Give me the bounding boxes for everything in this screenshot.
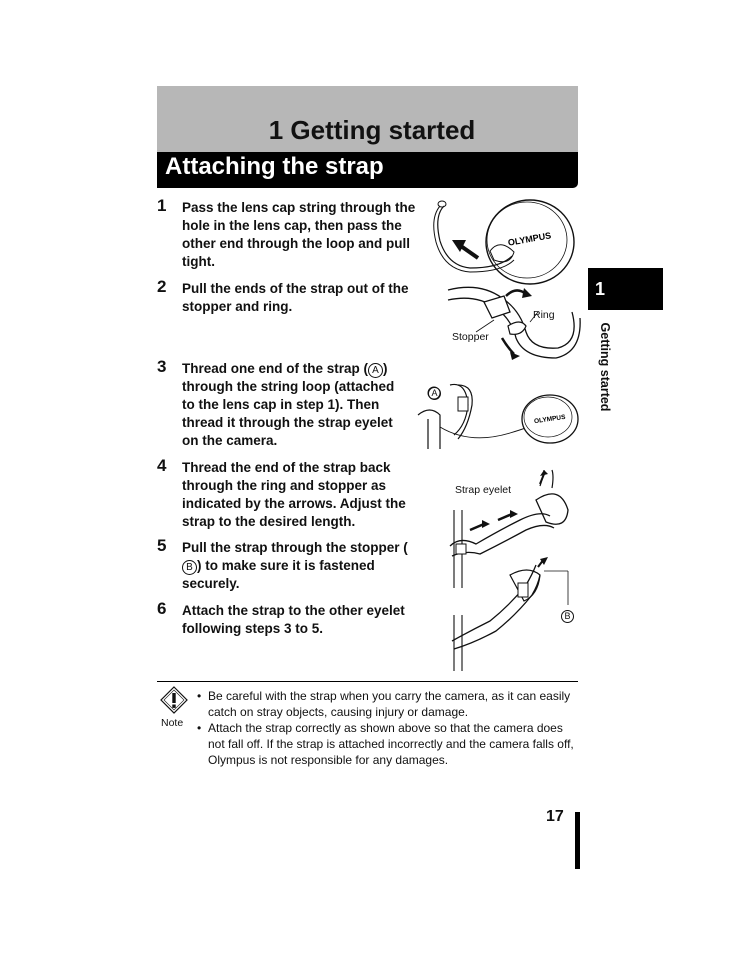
step-3-text: Thread one end of the strap ( A ) through the string loop (attached to the lens cap in step 1). Then thread it through the strap eyelet on the camera. (182, 361, 395, 448)
stopper-label: Stopper (452, 331, 489, 343)
chapter-side-label: Getting started (598, 322, 612, 412)
note-label: Note (161, 717, 184, 729)
strap-eyelet-label: Strap eyelet (455, 484, 512, 496)
note-list (196, 688, 581, 768)
section-title: Attaching the strap (165, 153, 384, 180)
step-2-number: 2 (157, 277, 167, 296)
strap-stopper-ring-illustration (440, 282, 580, 362)
step-6-text: Attach the strap to the other eyelet following steps 3 to 5. (182, 603, 405, 636)
step-3-number: 3 (157, 357, 167, 376)
page-edge-bar (575, 812, 580, 869)
note-divider (157, 681, 578, 682)
chapter-side-tab (588, 268, 663, 310)
step-6-number: 6 (157, 599, 167, 618)
note-item: • Be careful with the strap when you carry the camera, as it can easily catch on stray objects, causing injury or damage. (196, 688, 581, 720)
step-1-text: Pass the lens cap string through the hole in the lens cap, then pass the other end through the loop and pull tight. (182, 200, 416, 269)
lens-cap-brand: OLYMPUS (507, 230, 552, 248)
chapter-title: 1 Getting started (268, 115, 476, 145)
marker-a-label: A (428, 387, 441, 400)
ring-label: Ring (533, 309, 555, 321)
step-5-text: Pull the strap through the stopper (B ) to make sure it is fastened securely. (182, 540, 408, 591)
marker-b-label: B (561, 610, 574, 623)
marker-a-inline: A (368, 363, 383, 378)
marker-b-inline: B (182, 560, 197, 575)
step-4-number: 4 (157, 456, 167, 475)
section-title-bar (157, 152, 578, 188)
step-5-number: 5 (157, 536, 167, 555)
step-4-text: Thread the end of the strap back through the ring and stopper as indicated by the arrows. Adjust the strap to the desired length. (182, 460, 406, 529)
note-warning-icon (160, 686, 188, 716)
step-1-number: 1 (157, 196, 167, 215)
strap-finished-illustration (440, 555, 580, 673)
step-2-text: Pull the ends of the strap out of the stopper and ring. (182, 281, 409, 314)
chapter-side-tab-number: 1 (595, 279, 606, 299)
lens-cap-brand-small: OLYMPUS (533, 413, 566, 426)
page-number: 17 (546, 808, 564, 825)
note-item: • Attach the strap correctly as shown above so that the camera does not fall off. If the strap is attached incorrectly and the camera falls off, Olympus is not responsible for any damages. (196, 720, 581, 768)
